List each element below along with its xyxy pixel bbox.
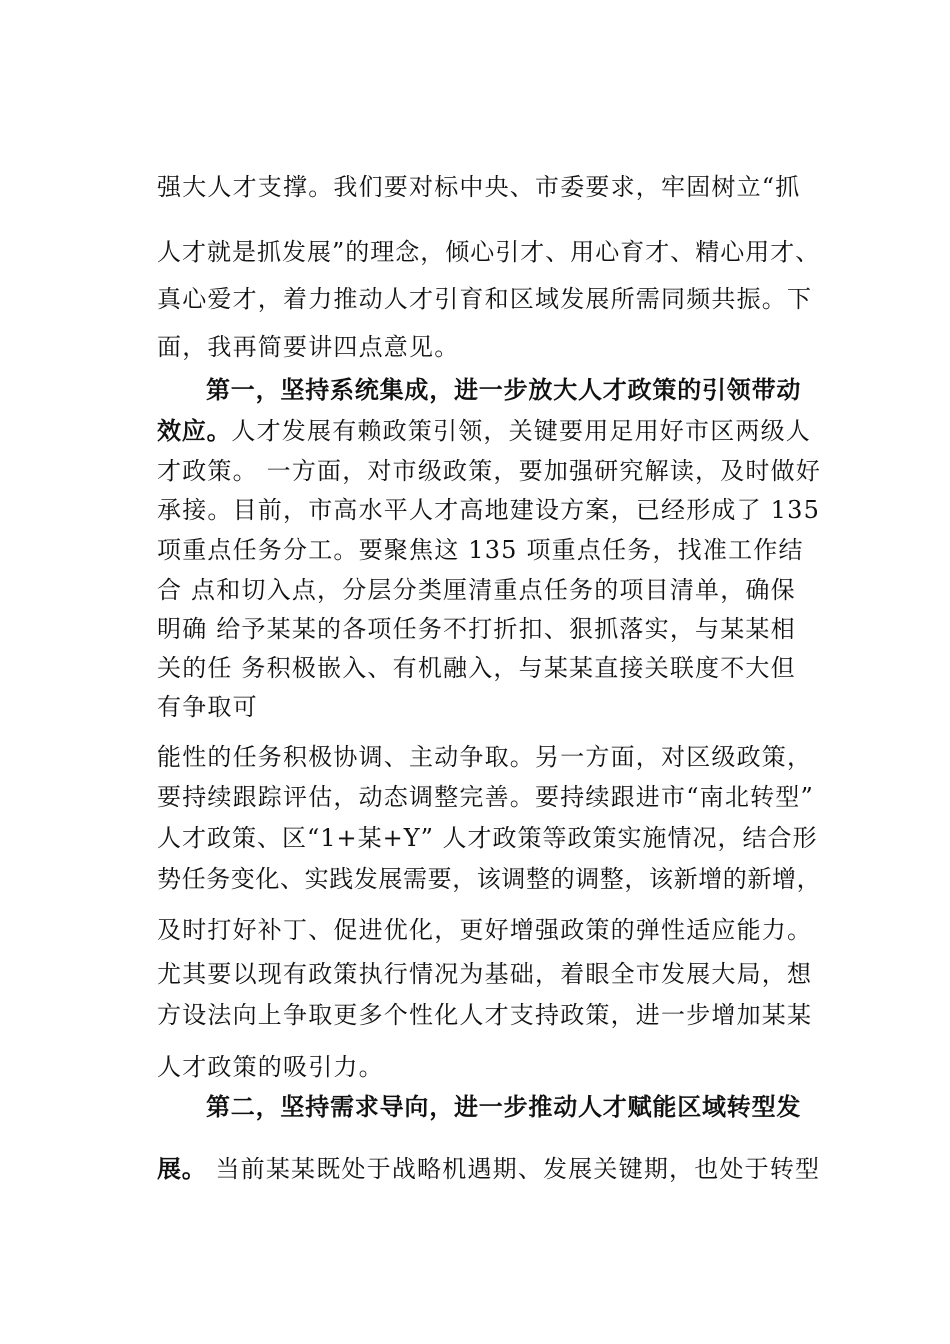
text-line bbox=[157, 692, 258, 722]
text-line bbox=[157, 1154, 820, 1184]
text-line bbox=[157, 1000, 812, 1030]
body-text: 方设法向上争取更多个性化人才支持政策，进一步增加某某 bbox=[157, 1001, 813, 1029]
body-text: 势任务变化、实践发展需要，该调整的调整，该新增的新增， bbox=[157, 865, 822, 893]
body-text: 人才政策、区“1+某+Y” 人才政策等政策实施情况，结合形 bbox=[157, 824, 818, 852]
section-heading-line bbox=[206, 375, 801, 405]
section-heading: 效应。 bbox=[157, 416, 232, 445]
text-line bbox=[157, 575, 796, 605]
text-line bbox=[157, 172, 800, 202]
text-line bbox=[157, 823, 818, 853]
text-line bbox=[157, 742, 812, 772]
body-text: 及时打好补丁、促进优化，更好增强政策的弹性适应能力。 bbox=[157, 916, 813, 944]
body-text: 承接。目前，市高水平人才高地建设方案，已经形成了 135 bbox=[157, 496, 821, 524]
body-text: 真心爱才，着力推动人才引育和区域发展所需同频共振。下 bbox=[157, 285, 813, 313]
body-text: 人才就是抓发展”的理念，倾心引才、用心育才、精心用才、 bbox=[157, 238, 821, 266]
text-line bbox=[157, 284, 812, 314]
body-text: 合 点和切入点，分层分类厘清重点任务的项目清单，确保 bbox=[157, 576, 796, 604]
body-text: 人才政策的吸引力。 bbox=[157, 1053, 384, 1081]
body-text: 才政策。 一方面，对市级政策，要加强研究解读，及时做好 bbox=[157, 457, 822, 485]
text-line bbox=[157, 332, 459, 362]
body-text: 有争取可 bbox=[157, 693, 258, 721]
section-heading: 第二，坚持需求导向，进一步推动人才赋能区域转型发 bbox=[206, 1092, 802, 1121]
body-text: 明确 给予某某的各项任务不打折扣、狠抓落实，与某某相 bbox=[157, 615, 796, 643]
section-heading: 第一，坚持系统集成，进一步放大人才政策的引领带动 bbox=[206, 375, 802, 404]
text-line bbox=[157, 1052, 384, 1082]
body-text: 人才发展有赖政策引领，关键要用足用好市区两级人 bbox=[231, 417, 812, 445]
body-text: 当前某某既处于战略机遇期、发展关键期，也处于转型 bbox=[206, 1155, 821, 1183]
text-line bbox=[157, 614, 796, 644]
text-line bbox=[157, 653, 796, 683]
body-text: 项重点任务分工。要聚焦这 135 项重点任务，找准工作结 bbox=[157, 536, 804, 564]
body-text: 能性的任务积极协调、主动争取。另一方面，对区级政策， bbox=[157, 743, 813, 771]
section-heading: 展。 bbox=[157, 1154, 207, 1183]
body-text: 关的任 务积极嵌入、有机融入，与某某直接关联度不大但 bbox=[157, 654, 796, 682]
body-text: 强大人才支撑。我们要对标中央、市委要求，牢固树立“抓 bbox=[157, 173, 801, 201]
text-line bbox=[157, 782, 814, 812]
text-line bbox=[157, 915, 812, 945]
text-line bbox=[157, 456, 821, 486]
text-line bbox=[157, 864, 821, 894]
text-line bbox=[157, 495, 820, 525]
text-line bbox=[157, 237, 820, 267]
body-text: 尤其要以现有政策执行情况为基础，着眼全市发展大局，想 bbox=[157, 960, 813, 988]
text-line bbox=[157, 535, 804, 565]
text-line bbox=[157, 416, 811, 446]
body-text: 面，我再简要讲四点意见。 bbox=[157, 333, 460, 361]
section-heading-line bbox=[206, 1092, 801, 1122]
body-text: 要持续跟踪评估，动态调整完善。要持续跟进市“南北转型” bbox=[157, 783, 814, 811]
text-line bbox=[157, 959, 812, 989]
